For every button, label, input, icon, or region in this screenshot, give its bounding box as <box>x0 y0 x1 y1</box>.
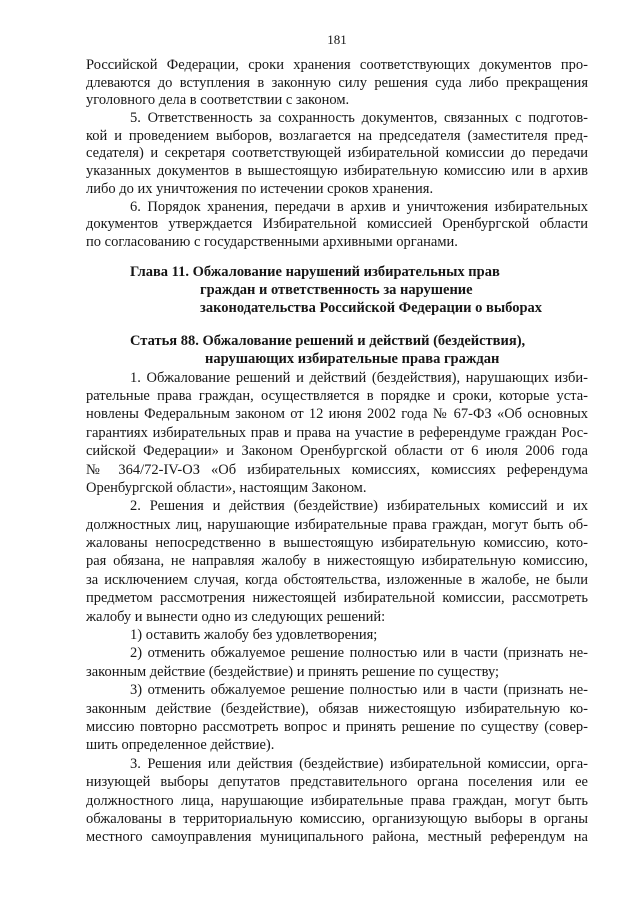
list-item-option-2 <box>86 644 588 681</box>
list-item-option-1 <box>86 626 588 644</box>
paragraph-article-clause-3 <box>86 755 588 847</box>
page-number: 181 <box>327 32 347 47</box>
paragraph-line: седателя) и секретаря соответствующей избирательной комиссии до передачи <box>86 145 588 162</box>
paragraph-line: документов утверждается Избирательной комиссией Оренбургской области <box>86 216 588 233</box>
paragraph-line: по согласованию с государственными архивными органами. <box>86 233 458 250</box>
paragraph-line: рая обязана, не направляя жалобу в нижестоящую избирательную комиссию, <box>86 553 588 570</box>
paragraph-article-clause-2 <box>86 497 588 626</box>
paragraph-line: новлены Федеральным законом от 12 июня 2002 года № 67-ФЗ «Об основных <box>86 406 588 423</box>
paragraph-line: либо до их уничтожения по истечении сроков хранения. <box>86 180 434 197</box>
paragraph-line: 1. Обжалование решений и действий (бездействия), нарушающих изби- <box>130 369 588 386</box>
paragraph-line: низующей выборы депутатов представительного органа поселения или ее <box>86 774 588 791</box>
paragraph-line: законным действие (бездействие) и принять решение по существу; <box>86 663 500 680</box>
paragraph-line: за исключением случая, когда обстоятельства, изложенные в жалобе, не были <box>86 571 588 588</box>
paragraph-line: 3. Решения или действия (бездействие) избирательной комиссии, орга- <box>130 755 588 772</box>
paragraph-line: миссию повторно рассмотреть вопрос и принять решение по существу (совер- <box>86 718 588 735</box>
top-section <box>86 57 588 252</box>
paragraph-line: жалованы непосредственно в вышестоящую избирательную комиссию, кото- <box>86 535 588 552</box>
paragraph-line: уголовного дела в соответствии с законом. <box>86 92 350 109</box>
paragraph-line: сийской Федерации» и Законом Оренбургской области от 6 июля 2006 года <box>86 443 588 460</box>
paragraph-line: рательные права граждан, осуществляется в порядке и сроки, которые уста- <box>86 387 588 404</box>
paragraph-line: Российской Федерации, сроки хранения соответствующих документов про- <box>86 57 588 73</box>
paragraph-article-clause-1 <box>86 369 588 498</box>
paragraph-line: указанных документов в вышестоящую избирательную комиссию или в архив <box>86 163 588 180</box>
chapter-heading <box>86 263 588 317</box>
article-body <box>86 369 588 847</box>
paragraph-line: 6. Порядок хранения, передачи в архив и уничтожения избирательных <box>130 198 588 215</box>
paragraph-line: должностных лиц, нарушающие избирательные права граждан, могут быть об- <box>86 516 588 533</box>
paragraph-line: 5. Ответственность за сохранность документов, связанных с подготов- <box>130 110 588 127</box>
paragraph-line: длеваются до вступления в законную силу решения суда либо прекращения <box>86 74 588 91</box>
paragraph-line: Оренбургской области», настоящим Законом. <box>86 479 367 496</box>
paragraph-line: законным действие (бездействие), обязав нижестоящую избирательную ко- <box>86 700 588 717</box>
paragraph-clause-5 <box>86 110 588 198</box>
heading-line: граждан и ответственность за нарушение <box>200 281 473 298</box>
paragraph-line: 2) отменить обжалуемое решение полностью или в части (признать не- <box>130 645 588 662</box>
paragraph-line: гарантиях избирательных прав и права на участие в референдуме граждан Рос- <box>86 424 588 441</box>
paragraph-clause-6 <box>86 199 588 252</box>
paragraph-line: обжалованы в территориальную комиссию, организующую выборы в органы <box>86 810 588 827</box>
paragraph-line: 1) оставить жалобу без удовлетворения; <box>130 627 378 644</box>
paragraph-line: местного самоуправления муниципального района, местный референдум на <box>86 829 588 846</box>
paragraph-line: шить определенное действие). <box>86 737 275 754</box>
paragraph-line: жалобу и вынести одно из следующих решений: <box>86 608 386 625</box>
paragraph-line: 3) отменить обжалуемое решение полностью или в части (признать не- <box>130 682 588 699</box>
paragraph-line: должностного лица, нарушающие избирательные права граждан, могут быть <box>86 792 588 809</box>
heading-line: законодательства Российской Федерации о выборах <box>200 299 543 316</box>
paragraph-line: предметом рассмотрения нижестоящей избирательной комиссии, рассмотреть <box>86 590 588 607</box>
heading-line: Статья 88. Обжалование решений и действий (бездействия), <box>130 332 526 349</box>
paragraph-continuation <box>86 57 588 110</box>
heading-line: нарушающих избирательные права граждан <box>205 350 500 367</box>
paragraph-line: 2. Решения и действия (бездействие) избирательных комиссий и их <box>130 498 588 515</box>
paragraph-line: кой и проведением выборов, возлагается на председателя (заместителя пред- <box>86 127 588 144</box>
heading-line: Глава 11. Обжалование нарушений избирательных прав <box>130 263 500 280</box>
list-item-option-3 <box>86 681 588 755</box>
page-text <box>86 57 588 847</box>
article-heading <box>86 332 588 368</box>
paragraph-line: № 364/72-IV-ОЗ «Об избирательных комиссиях, комиссиях референдума <box>86 461 588 478</box>
